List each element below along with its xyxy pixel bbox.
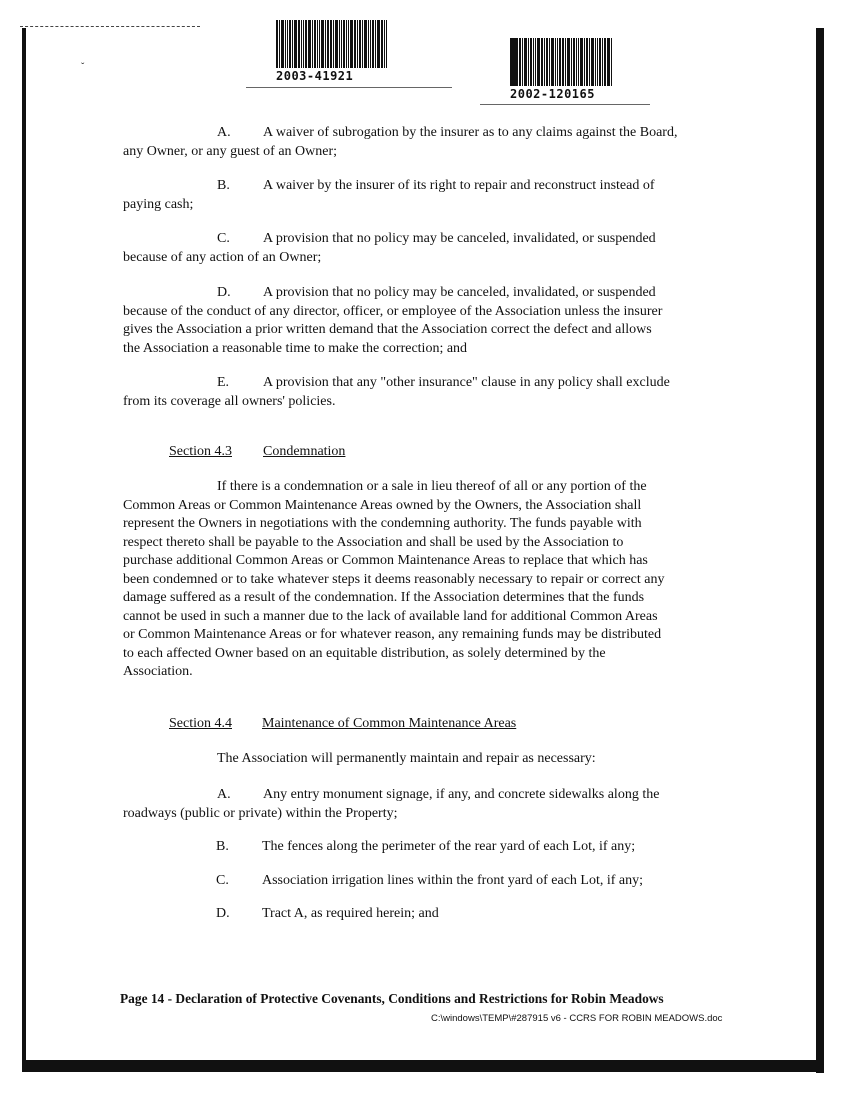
maintenance-item-a-letter: A. <box>217 787 231 802</box>
barcode-bar <box>294 20 297 68</box>
footer-title: Page 14 - Declaration of Protective Covenants, Conditions and Restrictions for Robin Meadows <box>120 991 664 1006</box>
barcode-bar <box>312 20 313 68</box>
provision-e <box>123 374 723 411</box>
barcode-bar <box>319 20 320 68</box>
maintenance-item-a <box>123 786 723 823</box>
barcode-bar <box>368 20 369 68</box>
maintenance-item-a-rest: roadways (public or private) within the Property; <box>123 805 398 821</box>
section-4-3-line: respect thereto shall be payable to the Association and shall be used by the Association to <box>123 534 624 550</box>
barcode-bar <box>589 38 590 86</box>
barcode-bar <box>565 38 566 86</box>
barcode-1-rule <box>246 87 452 88</box>
barcode-bar <box>386 20 387 68</box>
barcode-bar <box>580 38 583 86</box>
maintenance-item-b <box>216 838 635 857</box>
provision-d <box>123 284 723 358</box>
provision-d-rest1: because of the conduct of any director, officer, or employee of the Association unless the insurer <box>123 303 663 319</box>
provision-c-letter: C. <box>217 231 230 246</box>
provision-a-first: A waiver of subrogation by the insurer as to any claims against the Board, <box>263 125 678 140</box>
scan-speck: ˇ <box>81 62 85 73</box>
section-4-3-line: damage suffered as a result of the condemnation. If the Association determines that the funds <box>123 590 645 605</box>
barcode-bar <box>357 20 358 68</box>
section-4-3-line: purchase additional Common Areas or Common Maintenance Areas to replace that which has <box>123 553 648 568</box>
barcode-bar <box>362 20 363 68</box>
barcode-bar <box>317 20 318 68</box>
provision-a-letter: A. <box>217 125 231 140</box>
provision-b-letter: B. <box>217 178 230 193</box>
barcode-bar <box>279 20 280 68</box>
barcode-bar <box>377 20 380 68</box>
barcode-bar <box>325 20 326 68</box>
barcode-bar <box>364 20 367 68</box>
barcode-bar <box>549 38 550 86</box>
maintenance-item-c-text: Association irrigation lines within the front yard of each Lot, if any; <box>262 873 644 888</box>
barcode-bar <box>586 38 588 86</box>
provision-e-rest: from its coverage all owners' policies. <box>123 393 336 409</box>
barcode-bar <box>599 38 601 86</box>
provision-c-first: A provision that no policy may be canceled, invalidated, or suspended <box>263 231 656 246</box>
barcode-bar <box>567 38 570 86</box>
maintenance-item-a-first: Any entry monument signage, if any, and concrete sidewalks along the <box>263 787 660 802</box>
barcode-2-bars <box>510 38 613 86</box>
barcode-bar <box>559 38 561 86</box>
barcode-bar <box>303 20 304 68</box>
barcode-bar <box>524 38 527 86</box>
barcode-bar <box>289 20 291 68</box>
barcode-bar <box>597 38 598 86</box>
maintenance-item-d-text: Tract A, as required herein; and <box>262 906 439 921</box>
barcode-bar <box>528 38 529 86</box>
provision-d-rest3: the Association a reasonable time to make the correction; and <box>123 340 468 356</box>
barcode-bar <box>537 38 540 86</box>
maintenance-item-c <box>216 872 643 891</box>
barcode-bar <box>354 20 356 68</box>
barcode-bar <box>375 20 376 68</box>
barcode-1-bars <box>276 20 388 68</box>
barcode-bar <box>301 20 302 68</box>
barcode-bar <box>314 20 316 68</box>
maintenance-item-b-text: The fences along the perimeter of the rear yard of each Lot, if any; <box>262 839 636 854</box>
provision-d-letter: D. <box>217 285 231 300</box>
barcode-bar <box>591 38 594 86</box>
barcode-bar <box>276 20 278 68</box>
barcode-bar <box>584 38 585 86</box>
provision-b-rest: paying cash; <box>123 196 194 212</box>
barcode-bar <box>571 38 572 86</box>
barcode-bar <box>607 38 610 86</box>
barcode-bar <box>604 38 606 86</box>
barcode-2-code: 2002-120165 <box>510 87 595 101</box>
scan-top-line <box>20 26 200 28</box>
barcode-bar <box>346 20 347 68</box>
barcode-bar <box>562 38 564 86</box>
barcode-bar <box>602 38 603 86</box>
maintenance-item-b-letter: B. <box>216 839 229 854</box>
barcode-1 <box>276 20 388 83</box>
barcode-bar <box>292 20 293 68</box>
section-4-3-line: Common Areas or Common Maintenance Areas owned by the Owners, the Association shall <box>123 497 642 513</box>
barcode-bar <box>327 20 329 68</box>
section-4-4-intro-text: The Association will permanently maintain and repair as necessary: <box>217 751 596 766</box>
barcode-bar <box>305 20 307 68</box>
barcode-bar <box>510 38 518 86</box>
section-4-4-title: Maintenance of Common Maintenance Areas <box>262 716 517 731</box>
section-4-3-body <box>123 478 723 682</box>
barcode-bar <box>544 38 545 86</box>
barcode-bar <box>551 38 554 86</box>
section-4-3-line: Association. <box>123 664 193 679</box>
barcode-bar <box>611 38 612 86</box>
barcode-bar <box>339 20 340 68</box>
barcode-bar <box>370 20 371 68</box>
provision-a <box>123 124 723 161</box>
barcode-2-rule <box>480 104 650 105</box>
barcode-bar <box>330 20 332 68</box>
barcode-bar <box>285 20 286 68</box>
barcode-bar <box>321 20 324 68</box>
maintenance-item-d <box>216 905 439 924</box>
barcode-bar <box>341 20 342 68</box>
section-4-4-intro <box>123 750 723 769</box>
provision-b <box>123 177 723 214</box>
maintenance-item-d-letter: D. <box>216 906 230 921</box>
barcode-bar <box>333 20 334 68</box>
barcode-bar <box>541 38 543 86</box>
section-4-3-line: If there is a condemnation or a sale in lieu thereof of all or any portion of the <box>217 479 647 494</box>
section-4-3-line: or Common Maintenance Areas or for whatever reason, any remaining funds may be distributed <box>123 627 662 642</box>
provision-b-first: A waiver by the insurer of its right to repair and reconstruct instead of <box>263 178 655 193</box>
section-4-3-line: cannot be used in such a manner due to the lack of available land for additional Common Areas <box>123 608 658 624</box>
barcode-bar <box>281 20 284 68</box>
barcode-bar <box>335 20 338 68</box>
barcode-bar <box>535 38 536 86</box>
barcode-bar <box>372 20 374 68</box>
barcode-1-code: 2003-41921 <box>276 69 354 83</box>
barcode-bar <box>519 38 521 86</box>
barcode-bar <box>522 38 523 86</box>
scan-border-left <box>22 28 26 1072</box>
barcode-bar <box>578 38 579 86</box>
section-4-3-line: represent the Owners in negotiations with the condemning authority. The funds payable with <box>123 516 642 531</box>
provision-e-letter: E. <box>217 375 230 390</box>
scan-border-bottom <box>22 1060 824 1072</box>
scan-border-right <box>816 28 824 1073</box>
barcode-bar <box>384 20 385 68</box>
barcode-bar <box>359 20 361 68</box>
section-4-3-number: Section 4.3 <box>169 444 232 459</box>
barcode-bar <box>287 20 288 68</box>
barcode-bar <box>530 38 532 86</box>
barcode-bar <box>557 38 558 86</box>
barcode-bar <box>546 38 548 86</box>
barcode-bar <box>595 38 596 86</box>
footer-file-path: C:\windows\TEMP\#287915 v6 - CCRS FOR ROBIN MEADOWS.doc <box>431 1013 723 1024</box>
barcode-bar <box>343 20 345 68</box>
provision-d-rest2: gives the Association a prior written demand that the Association correct the defect and allows <box>123 322 652 337</box>
provision-c-rest: because of any action of an Owner; <box>123 249 322 265</box>
provision-a-rest: any Owner, or any guest of an Owner; <box>123 143 338 159</box>
barcode-2 <box>510 38 613 101</box>
provision-e-first: A provision that any "other insurance" clause in any policy shall exclude <box>263 375 670 390</box>
barcode-bar <box>573 38 575 86</box>
barcode-bar <box>555 38 556 86</box>
section-4-3-line: to each affected Owner based on an equitable distribution, as solely determined by the <box>123 645 606 661</box>
provision-c <box>123 230 723 267</box>
barcode-bar <box>533 38 534 86</box>
barcode-bar <box>298 20 300 68</box>
barcode-bar <box>350 20 353 68</box>
section-4-3-line: been condemned or to take whatever steps it deems reasonably necessary to repair or correct any <box>123 571 665 587</box>
barcode-bar <box>576 38 577 86</box>
maintenance-item-c-letter: C. <box>216 873 229 888</box>
section-4-4-number: Section 4.4 <box>169 716 232 731</box>
barcode-bar <box>308 20 311 68</box>
provision-d-first: A provision that no policy may be canceled, invalidated, or suspended <box>263 285 656 300</box>
barcode-bar <box>381 20 383 68</box>
barcode-bar <box>348 20 349 68</box>
section-4-3-title: Condemnation <box>263 444 346 459</box>
